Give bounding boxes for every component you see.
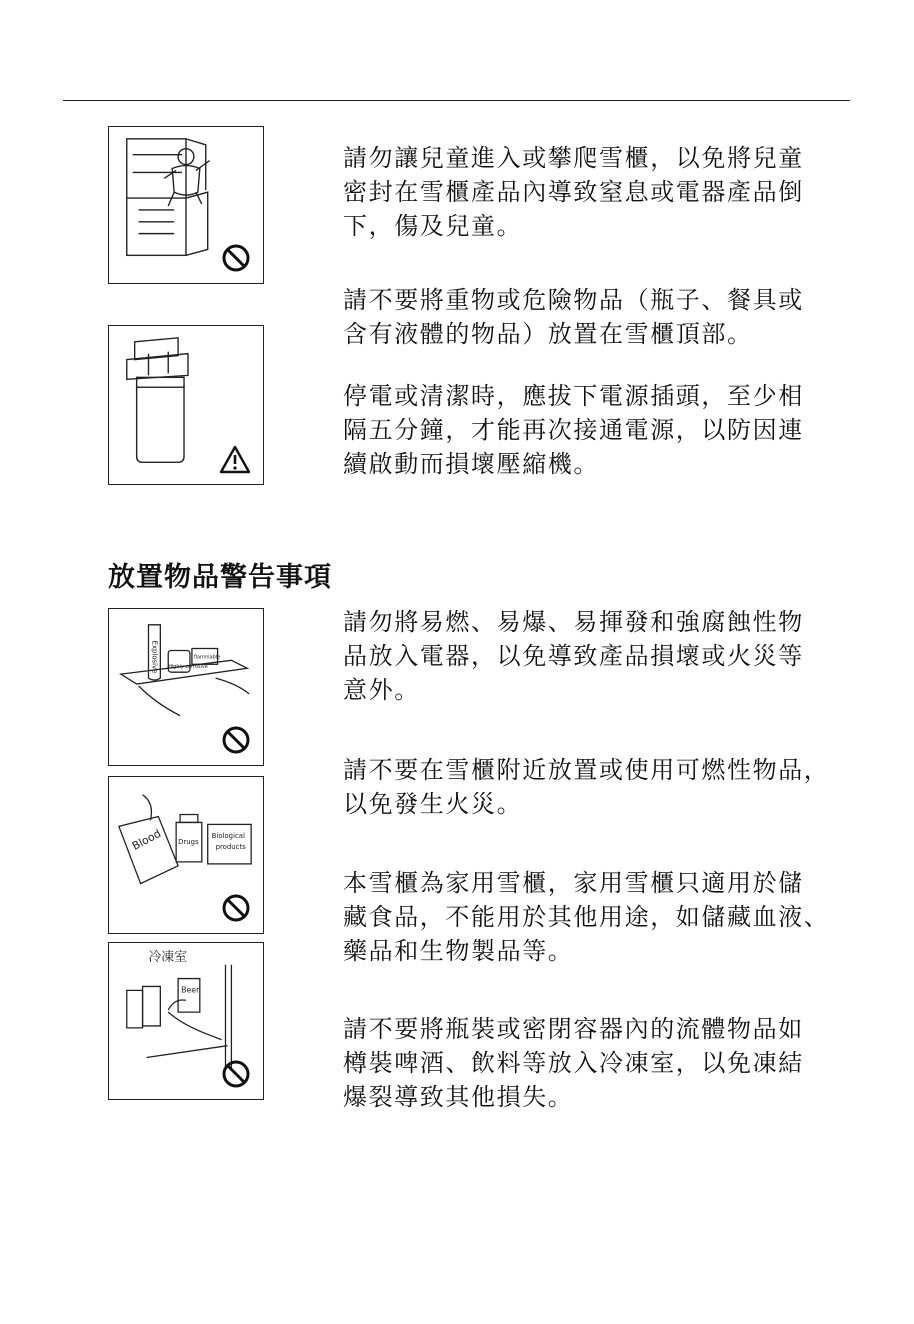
flammable-label: flammable — [193, 654, 221, 661]
blood-label: Blood — [129, 826, 164, 853]
explosive-label: Explosive — [150, 640, 159, 674]
safety-item-child: 請勿讓兒童進入或攀爬雪櫃，以免將兒童 密封在雪櫃產品內導致窒息或電器產品倒 下，傷及兒童。 — [343, 144, 804, 240]
storage-item-flammable: 請勿將易燃、易爆、易揮發和強腐蝕性物 品放入電器，以免導致產品損壞或火災等 意外。 — [343, 608, 804, 704]
storage-item-near-fridge: 請不要在雪櫃附近放置或使用可燃性物品， 以免發生火災。 — [343, 756, 830, 818]
drugs-label: Drugs — [178, 838, 199, 847]
safety-item-power-off: 停電或清潔時，應拔下電源插頭，至少相 隔五分鐘，才能再次接通電源，以防因連 續啟動而損壞壓縮機。 — [343, 382, 804, 478]
safety-item-heavy-objects: 請不要將重物或危險物品（瓶子、餐具或 含有液體的物品）放置在雪櫃頂部。 — [343, 286, 804, 348]
prohibition-icon — [221, 725, 251, 755]
flammable-items-figure — [108, 608, 264, 766]
bio-label-line-2: products — [215, 843, 246, 852]
heavy-objects-on-fridge-figure — [108, 325, 264, 485]
blood-drugs-figure — [108, 776, 264, 934]
corrosive-label: Highly corrosive — [168, 664, 208, 671]
section-heading: 放置物品警告事項 — [108, 562, 332, 593]
prohibition-icon — [221, 1059, 251, 1089]
freezer-label: 冷凍室 — [148, 949, 187, 965]
storage-item-household-use: 本雪櫃為家用雪櫃，家用雪櫃只適用於儲 藏食品，不能用於其他用途，如儲藏血液、 藥品和生物製品等。 — [343, 869, 830, 965]
prohibition-icon — [221, 893, 251, 923]
beer-label: Beer — [181, 985, 200, 995]
prohibition-icon — [221, 243, 251, 273]
warning-triangle-icon — [219, 444, 251, 474]
child-climbing-fridge-figure — [108, 126, 264, 284]
bio-label-line-1: Biological — [211, 832, 245, 841]
storage-item-freezer-bottles: 請不要將瓶裝或密閉容器內的流體物品如 樽裝啤酒、飲料等放入冷凍室，以免凍結 爆裂導致其他損失。 — [343, 1015, 804, 1111]
freezer-beer-figure — [108, 942, 264, 1100]
header-rule — [63, 100, 850, 101]
